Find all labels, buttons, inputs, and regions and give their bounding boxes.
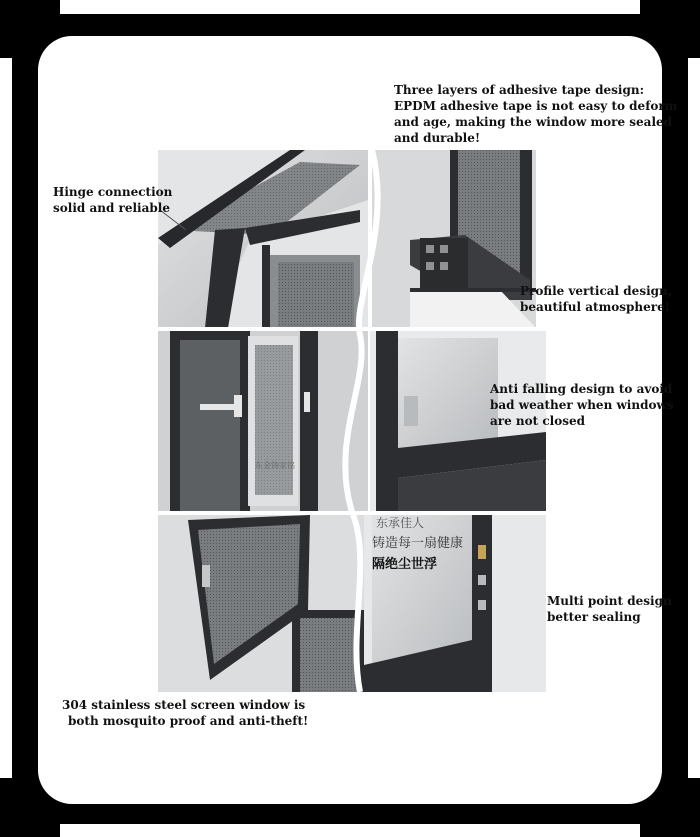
screen-label-line-2: both mosquito proof and anti-theft!: [68, 714, 309, 728]
screen-window-label: [62, 697, 308, 729]
epdm-label-line-2: EPDM adhesive tape is not easy to deform: [394, 99, 678, 113]
handle-photo: [158, 331, 368, 512]
handle-plate-text: 东金铸家铭: [255, 461, 295, 470]
glass-text-line1: 东承佳人: [376, 516, 425, 530]
anti-falling-label: [490, 381, 674, 429]
glass-text-line3: 隔绝尘世浮: [372, 557, 438, 572]
anti-falling-label-line-1: Anti falling design to avoid: [490, 382, 673, 396]
hinge-photo: [158, 150, 368, 328]
hinge-label-line-1: Hinge connection: [53, 185, 173, 199]
multipoint-label-line-1: Multi point design: [547, 594, 672, 608]
hinge-label: [53, 184, 172, 216]
epdm-tape-label: [394, 82, 677, 146]
anti-falling-label-line-2: bad weather when windows: [490, 398, 674, 412]
profile-label-line-1: Profile vertical design,: [520, 284, 672, 298]
epdm-label-line-1: Three layers of adhesive tape design:: [394, 83, 644, 97]
profile-label-line-2: beautiful atmosphere!: [520, 300, 670, 314]
hinge-label-line-2: solid and reliable: [53, 201, 170, 215]
screen-window-photo: [158, 515, 364, 692]
epdm-label-line-3: and age, making the window more sealed: [394, 115, 673, 129]
profile-photo: [372, 150, 536, 328]
anti-falling-label-line-3: are not closed: [490, 414, 586, 428]
profile-label: [520, 283, 672, 315]
screen-label-line-1: 304 stainless steel screen window is: [62, 698, 306, 712]
multipoint-label-line-2: better sealing: [547, 610, 641, 624]
epdm-label-line-4: and durable!: [394, 131, 481, 145]
glass-text-line2: 铸造每一扇健康: [372, 536, 464, 551]
multipoint-label: [547, 593, 672, 625]
